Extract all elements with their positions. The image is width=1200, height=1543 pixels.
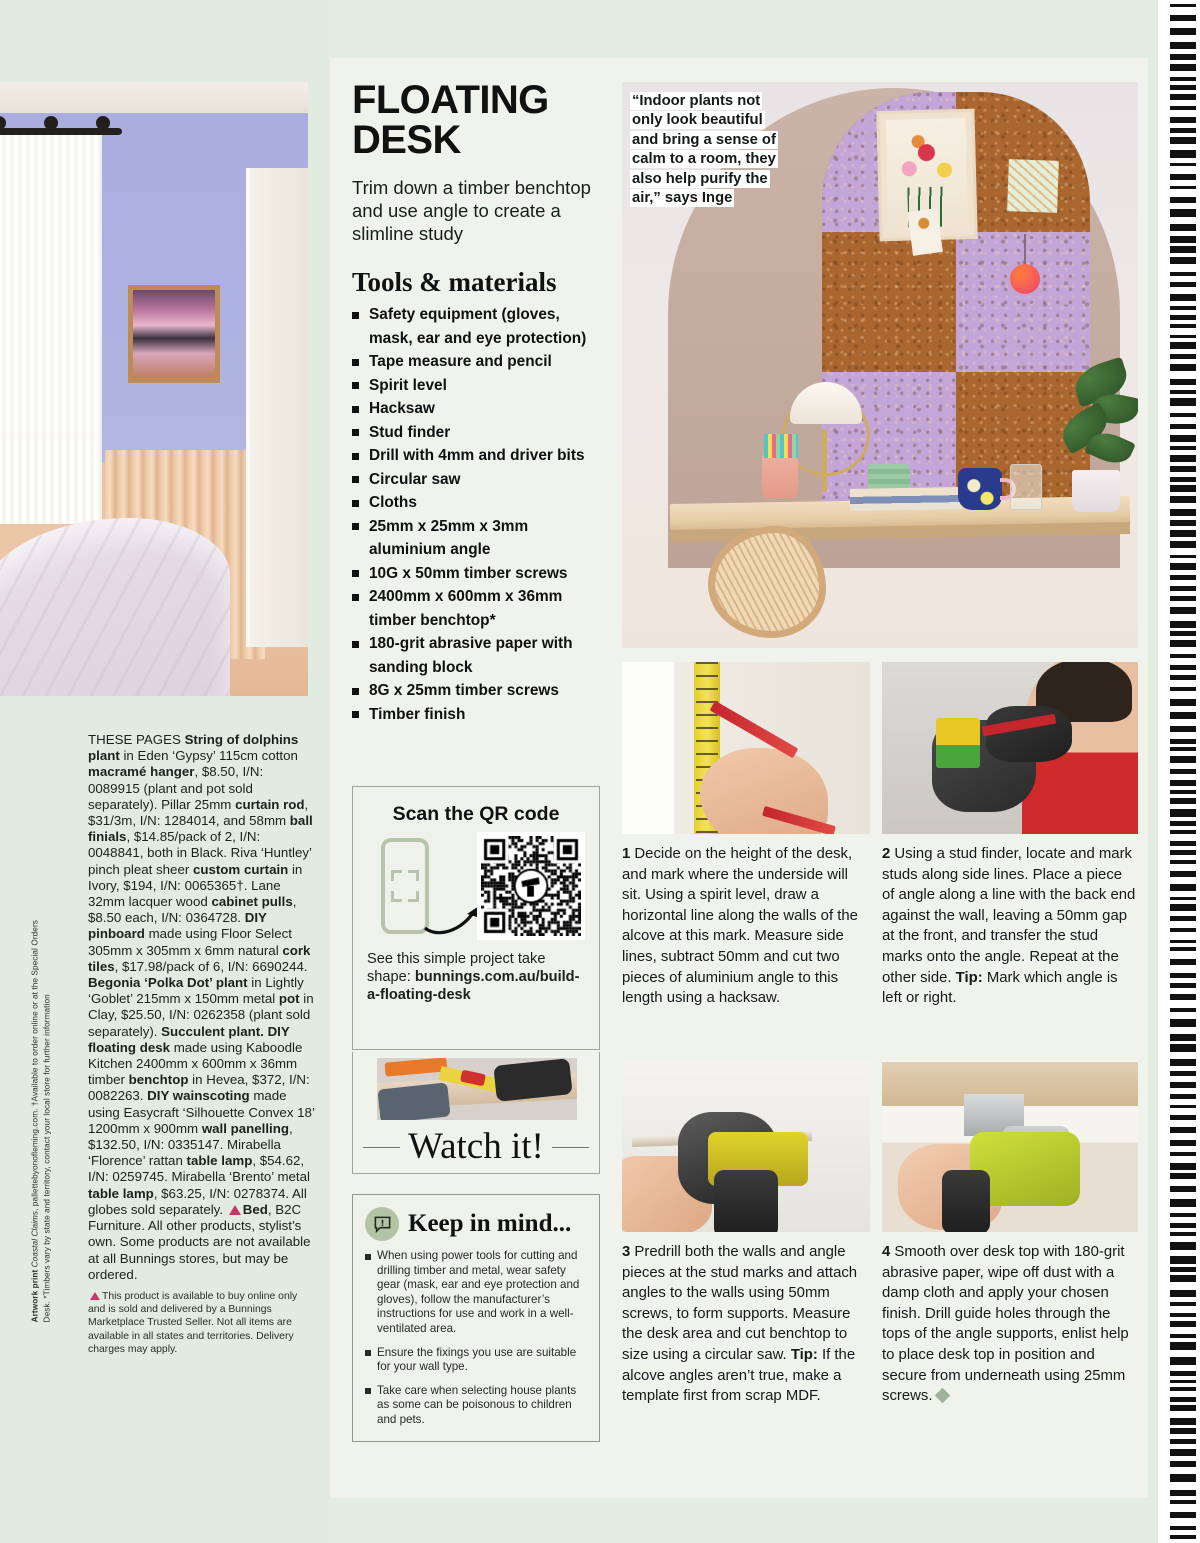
watch-it-photo bbox=[377, 1058, 577, 1120]
qr-promo-box[interactable] bbox=[352, 786, 600, 1050]
tools-heading: Tools & materials bbox=[352, 267, 557, 297]
tool-item: Tape measure and pencil bbox=[352, 350, 604, 374]
curved-arrow-icon bbox=[423, 898, 485, 936]
credits-bold-term: wall panelling bbox=[201, 1120, 289, 1136]
credits-bold-term: curtain rod bbox=[235, 796, 305, 812]
exclamation-note-icon bbox=[365, 1207, 399, 1241]
credits-bold-term: macramé hanger bbox=[88, 764, 195, 780]
tool-item: Cloths bbox=[352, 491, 604, 515]
keep-in-mind-item: Take care when selecting house plants as some can be poisonous to children and pets. bbox=[365, 1384, 587, 1428]
bedroom-photo bbox=[0, 82, 308, 696]
watch-it-title: Watch it! bbox=[408, 1126, 544, 1167]
tool-item: Safety equipment (gloves, mask, ear and eye protection) bbox=[352, 303, 604, 350]
credits-footnote bbox=[88, 1290, 316, 1356]
framed-artwork-icon bbox=[128, 285, 220, 383]
triangle-flag-icon bbox=[90, 1292, 100, 1300]
credits-body: THESE PAGES String of dolphins plant in Eden ‘Gypsy’ 115cm cotton macramé hanger, $8.50, I/N: 0089915 (plant and pot sold separately). Pillar 25mm curtain rod, $31/3m, I/N: 1284014, and 58mm ball finials, $14.85/pack of 2, I/N: 0048841, both in Black. Riva ‘Huntley’ pinch pleat sheer custom curtain in Ivory, $194, I/N: 0065365†. Lane 32mm lacquer wood cabinet pulls, $8.50 each, I/N: 0364728. DIY pinboard made using Floor Select 305mm x 305mm x 6mm natural cork tiles, $17.98/pack of 6, I/N: 6690244. Begonia ‘Polka Dot’ plant in Lightly ‘Goblet’ 215mm x 150mm metal pot in Clay, $25.50, I/N: 0262358 (plant sold separately). Succulent plant. DIY floating desk made using Kaboodle Kitchen 2400mm x 600mm x 36mm timber benchtop in Hevea, $372, I/N: 0082263. DIY wainscoting made using Easycraft ‘Silhouette Convex 18’ 1200mm x 900mm wall panelling, $132.50, I/N: 0335147. Mirabella ‘Florence’ rattan table lamp, $54.62, I/N: 0259745. Mirabella ‘Brento’ metal table lamp, $63.25, I/N: 0278374. All globes sold separately. Bed, B2C Furniture. All other products, stylist’s own. Some products are not available at all Bunnings stores, but may be ordered. bbox=[88, 732, 315, 1282]
keep-in-mind-box bbox=[352, 1194, 600, 1442]
keep-in-mind-title: Keep in mind... bbox=[408, 1210, 572, 1237]
watch-it-box[interactable] bbox=[352, 1052, 600, 1174]
credits-bold-term: benchtop bbox=[128, 1072, 189, 1088]
artwork-print-credit bbox=[30, 902, 55, 1322]
mug-icon bbox=[958, 468, 1002, 510]
step-tip-label: Tip: bbox=[790, 1346, 818, 1363]
keep-in-mind-item: Ensure the fixings you use are suitable for your wall type. bbox=[365, 1346, 587, 1375]
credits-bold-term: DIY wainscoting bbox=[147, 1088, 250, 1104]
keep-in-mind-list bbox=[353, 1245, 599, 1428]
intro-column bbox=[352, 80, 604, 726]
plant-pot-icon bbox=[1072, 470, 1120, 512]
credits-bold-term: DIY floating desk bbox=[88, 1023, 290, 1055]
qr-caption-url: bunnings.com.au/build-a-floating-desk bbox=[367, 969, 580, 1004]
page-title: FLOATING DESK bbox=[352, 78, 549, 162]
tools-list bbox=[352, 303, 604, 726]
tool-item: 8G x 25mm timber screws bbox=[352, 679, 604, 703]
tool-item: Spirit level bbox=[352, 374, 604, 398]
credits-bold-term: custom curtain bbox=[192, 861, 289, 877]
tool-item: 2400mm x 600mm x 36mm timber benchtop* bbox=[352, 585, 604, 632]
step-2-photo bbox=[882, 662, 1138, 834]
tool-item: 10G x 50mm timber screws bbox=[352, 562, 604, 586]
pull-quote bbox=[630, 92, 782, 208]
credits-bold-term: cork tiles bbox=[88, 942, 311, 974]
step-3-text: 3 Predrill both the walls and angle pieces at the stud marks and attach angles to the walls using 50mm screws, to form supports. Measure the desk area and cut benchtop to size using a circular saw. Tip: If the alcove angles aren’t true, make a template first from scrap MDF. bbox=[622, 1244, 858, 1405]
step-1-photo bbox=[622, 662, 870, 834]
watch-it-title-row bbox=[353, 1127, 599, 1167]
step-number: 4 bbox=[882, 1244, 895, 1260]
qr-title: Scan the QR code bbox=[392, 803, 560, 825]
tool-item: Hacksaw bbox=[352, 397, 604, 421]
step-tip-label: Tip: bbox=[955, 969, 983, 986]
step-number: 2 bbox=[882, 846, 895, 862]
credits-bold-term: cabinet pulls bbox=[211, 894, 293, 910]
tool-item: Stud finder bbox=[352, 421, 604, 445]
barcode-strip bbox=[1158, 0, 1200, 1543]
glass-jar-icon bbox=[1010, 464, 1042, 510]
tool-item: 180-grit abrasive paper with sanding block bbox=[352, 632, 604, 679]
vertical-credit-italic: Coastal Claims bbox=[30, 1210, 40, 1268]
step-number: 3 bbox=[622, 1244, 635, 1260]
credits-bold-term: table lamp bbox=[186, 1153, 253, 1169]
qr-caption-plain: See this simple project take shape: bbox=[367, 951, 546, 986]
qr-caption bbox=[353, 944, 599, 1005]
qr-code[interactable] bbox=[477, 832, 585, 940]
product-credits bbox=[88, 732, 316, 1356]
triangle-flag-icon bbox=[229, 1205, 241, 1215]
hanging-disc-icon bbox=[1010, 264, 1040, 294]
step-1-text: 1 Decide on the height of the desk, and mark where the underside will sit. Using a spirit level, draw a horizontal line along the walls of the alcove at this mark. Measure side lines, subtract 50mm and cut two pieces of aluminium angle to this length using a hacksaw. bbox=[622, 846, 858, 1007]
credits-bold-term: table lamp bbox=[88, 1185, 154, 1201]
credits-bold-term: String of dolphins plant bbox=[88, 732, 299, 764]
tool-item: Circular saw bbox=[352, 468, 604, 492]
tool-item: Drill with 4mm and driver bits bbox=[352, 444, 604, 468]
step-3-photo bbox=[622, 1060, 870, 1232]
tool-item: Timber finish bbox=[352, 703, 604, 727]
vertical-credit-rest: , pallettebyonofleming.com. †Available to order online or at the Special Orders Desk. *Timbers vary by state and territory, contact your local store for further information bbox=[30, 920, 52, 1323]
keep-in-mind-item: When using power tools for cutting and drilling timber and metal, wear safety gear (mask, ear and eye protection and gloves), follow the manufacturer’s instructions for use and work in a well-ventilated area. bbox=[365, 1249, 587, 1337]
credits-bold-term: Succulent plant. bbox=[161, 1023, 264, 1039]
credits-bold-term: Begonia ‘Polka Dot’ plant bbox=[88, 975, 248, 991]
step-number: 1 bbox=[622, 846, 635, 862]
standfirst: Trim down a timber benchtop and use angle to create a slimline study bbox=[352, 177, 591, 244]
hero-photo bbox=[622, 82, 1138, 648]
step-2-text: 2 Using a stud finder, locate and mark studs along side lines. Place a piece of angle along a line with the back end against the wall, leaving a 50mm gap at the front, and transfer the stud marks onto the angle. Repeat at the other side. Tip: Mark which angle is left or right. bbox=[882, 846, 1136, 1007]
credits-footnote-text: This product is available to buy online only and is sold and delivered by a Bunnings Marketplace Trusted Seller. Not all items are available in all states and territories. Delivery charges may apply. bbox=[88, 1290, 298, 1355]
step-4-photo bbox=[882, 1060, 1138, 1232]
pull-quote-text: “Indoor plants not only look beautiful and bring a sense of calm to a room, they also help purify the air,” says Inge bbox=[632, 93, 776, 207]
credits-bold-term: Bed bbox=[242, 1201, 268, 1217]
phone-scan-icon bbox=[381, 838, 429, 934]
end-of-article-diamond-icon bbox=[935, 1388, 951, 1404]
qr-artwork bbox=[353, 832, 599, 944]
credits-bold-term: ball finials bbox=[88, 813, 313, 845]
books-icon bbox=[850, 487, 962, 511]
pencil-cup-icon bbox=[762, 454, 798, 498]
keep-in-mind-header bbox=[353, 1195, 599, 1245]
credits-bold-term: pot bbox=[278, 991, 300, 1007]
step-4-text: 4 Smooth over desk top with 180-grit abrasive paper, wipe off dust with a damp cloth and apply your chosen finish. Drill guide holes through the tops of the angle supports, enlist help to place desk top in position and secure from underneath using 25mm screws. bbox=[882, 1244, 1129, 1405]
pinned-sticker-icon bbox=[907, 208, 943, 256]
pinned-note-icon bbox=[1007, 159, 1059, 213]
tool-item: 25mm x 25mm x 3mm aluminium angle bbox=[352, 515, 604, 562]
credits-bold-term: DIY pinboard bbox=[88, 910, 267, 942]
vertical-credit-label: Artwork print bbox=[30, 1269, 40, 1323]
